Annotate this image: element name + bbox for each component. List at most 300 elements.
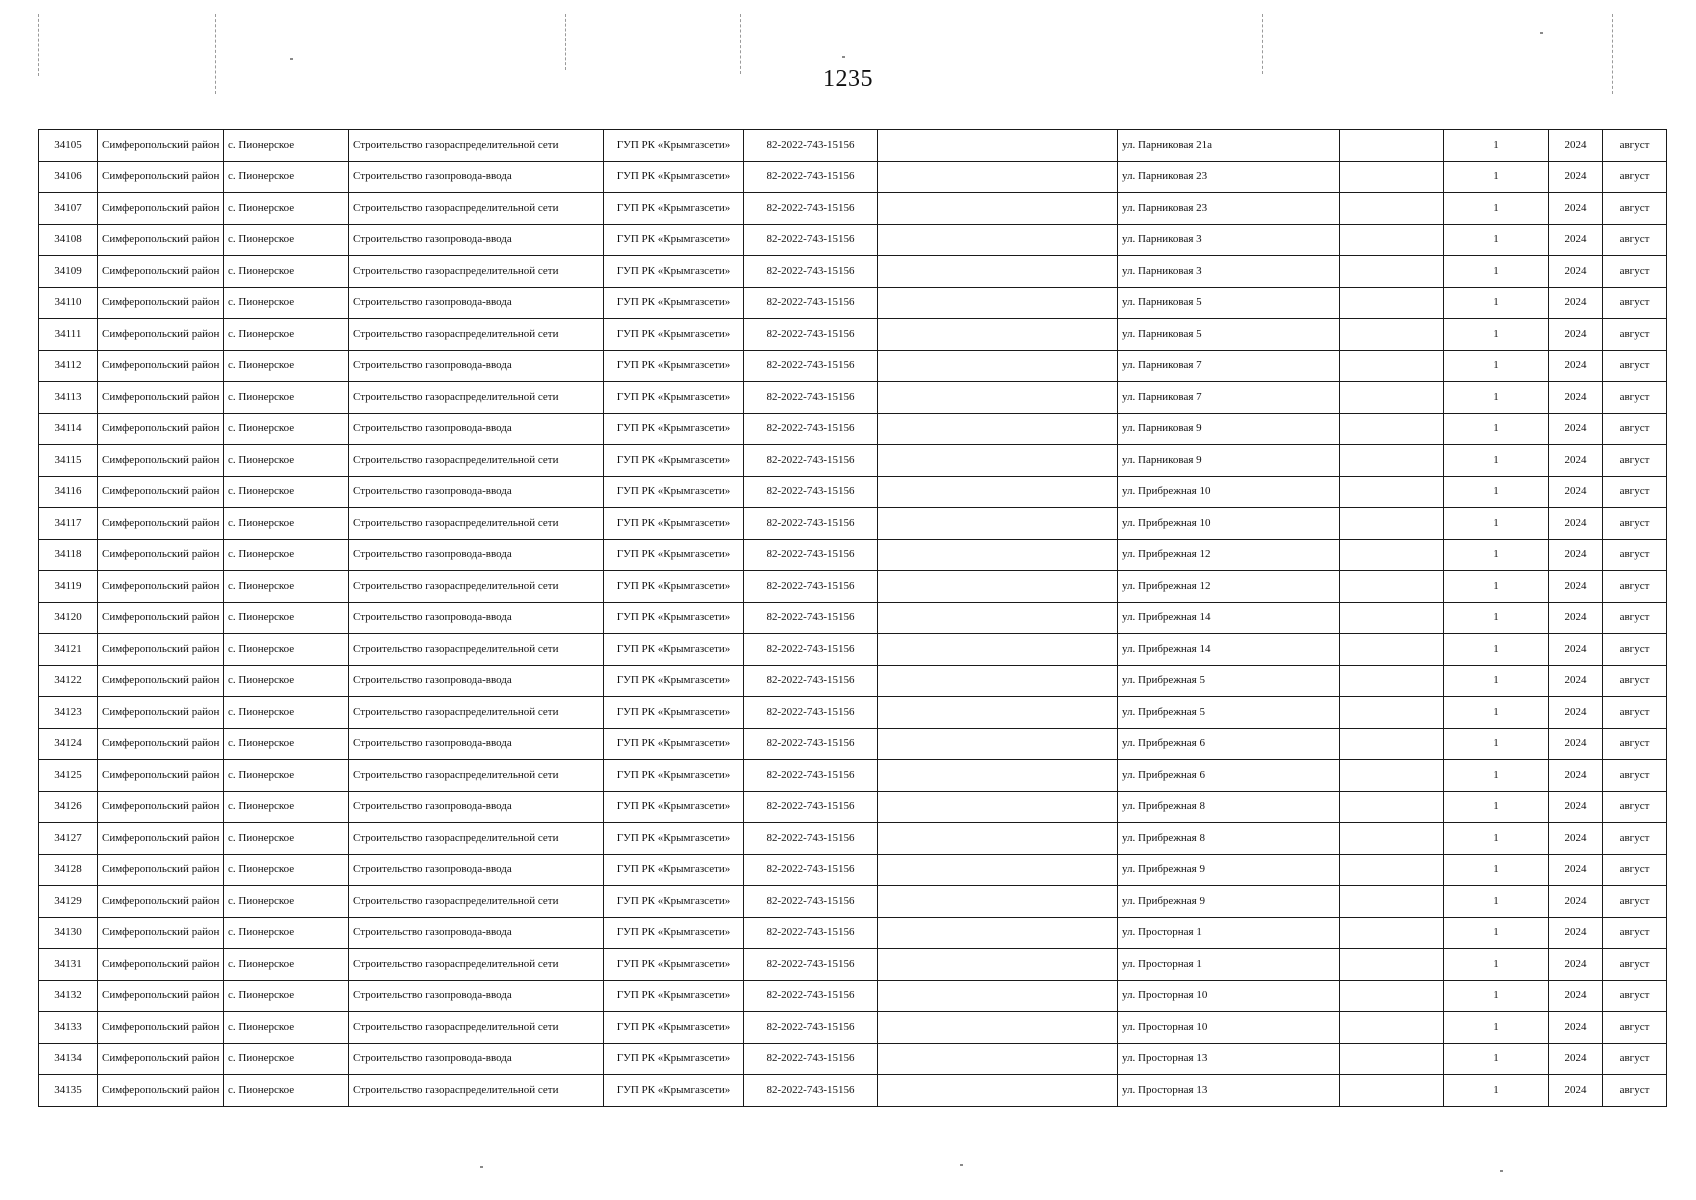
settlement-cell: с. Пионерское (224, 760, 349, 792)
work-type-cell: Строительство газопровода-ввода (349, 665, 604, 697)
project-code-cell: 82-2022-743-15156 (744, 760, 878, 792)
project-code-cell: 82-2022-743-15156 (744, 665, 878, 697)
table-row (39, 917, 1667, 949)
record-number-cell: 34120 (39, 602, 98, 634)
address-cell: ул. Просторная 13 (1118, 1075, 1340, 1107)
settlement-cell: с. Пионерское (224, 287, 349, 319)
record-number-cell: 34115 (39, 445, 98, 477)
work-type-cell: Строительство газопровода-ввода (349, 1043, 604, 1075)
record-number-cell: 34127 (39, 823, 98, 855)
extra-cell (1340, 728, 1444, 760)
note-cell (878, 980, 1118, 1012)
district-cell: Симферопольский район (98, 949, 224, 981)
settlement-cell: с. Пионерское (224, 823, 349, 855)
work-type-cell: Строительство газораспределительной сети (349, 571, 604, 603)
work-type-cell: Строительство газопровода-ввода (349, 791, 604, 823)
table-row (39, 823, 1667, 855)
table-row (39, 1043, 1667, 1075)
project-code-cell: 82-2022-743-15156 (744, 886, 878, 918)
work-type-cell: Строительство газораспределительной сети (349, 634, 604, 666)
work-type-cell: Строительство газопровода-ввода (349, 413, 604, 445)
organization-cell: ГУП РК «Крымгазсети» (604, 256, 744, 288)
year-cell: 2024 (1549, 193, 1603, 225)
year-cell: 2024 (1549, 728, 1603, 760)
settlement-cell: с. Пионерское (224, 571, 349, 603)
organization-cell: ГУП РК «Крымгазсети» (604, 1012, 744, 1044)
note-cell (878, 382, 1118, 414)
work-type-cell: Строительство газопровода-ввода (349, 980, 604, 1012)
district-cell: Симферопольский район (98, 319, 224, 351)
note-cell (878, 193, 1118, 225)
extra-cell (1340, 319, 1444, 351)
record-number-cell: 34106 (39, 161, 98, 193)
table-row (39, 665, 1667, 697)
month-cell: август (1603, 665, 1667, 697)
month-cell: август (1603, 697, 1667, 729)
table-row (39, 508, 1667, 540)
note-cell (878, 445, 1118, 477)
record-number-cell: 34128 (39, 854, 98, 886)
work-type-cell: Строительство газораспределительной сети (349, 256, 604, 288)
district-cell: Симферопольский район (98, 791, 224, 823)
settlement-cell: с. Пионерское (224, 854, 349, 886)
extra-cell (1340, 949, 1444, 981)
organization-cell: ГУП РК «Крымгазсети» (604, 287, 744, 319)
project-code-cell: 82-2022-743-15156 (744, 319, 878, 351)
year-cell: 2024 (1549, 571, 1603, 603)
extra-cell (1340, 1075, 1444, 1107)
address-cell: ул. Прибрежная 10 (1118, 476, 1340, 508)
address-cell: ул. Просторная 10 (1118, 980, 1340, 1012)
organization-cell: ГУП РК «Крымгазсети» (604, 665, 744, 697)
scan-artifact (1540, 32, 1543, 34)
district-cell: Симферопольский район (98, 161, 224, 193)
table-row (39, 886, 1667, 918)
settlement-cell: с. Пионерское (224, 949, 349, 981)
note-cell (878, 539, 1118, 571)
quantity-cell: 1 (1444, 508, 1549, 540)
page-number: 1235 (823, 66, 873, 92)
register-table-body (39, 130, 1667, 1107)
month-cell: август (1603, 791, 1667, 823)
organization-cell: ГУП РК «Крымгазсети» (604, 886, 744, 918)
month-cell: август (1603, 476, 1667, 508)
work-type-cell: Строительство газопровода-ввода (349, 287, 604, 319)
year-cell: 2024 (1549, 854, 1603, 886)
project-code-cell: 82-2022-743-15156 (744, 697, 878, 729)
project-code-cell: 82-2022-743-15156 (744, 224, 878, 256)
work-type-cell: Строительство газопровода-ввода (349, 224, 604, 256)
note-cell (878, 571, 1118, 603)
scan-artifact (565, 14, 566, 70)
extra-cell (1340, 445, 1444, 477)
organization-cell: ГУП РК «Крымгазсети» (604, 161, 744, 193)
note-cell (878, 1075, 1118, 1107)
month-cell: август (1603, 319, 1667, 351)
quantity-cell: 1 (1444, 1043, 1549, 1075)
table-row (39, 130, 1667, 162)
year-cell: 2024 (1549, 382, 1603, 414)
address-cell: ул. Прибрежная 9 (1118, 886, 1340, 918)
organization-cell: ГУП РК «Крымгазсети» (604, 949, 744, 981)
project-code-cell: 82-2022-743-15156 (744, 917, 878, 949)
month-cell: август (1603, 917, 1667, 949)
year-cell: 2024 (1549, 634, 1603, 666)
extra-cell (1340, 886, 1444, 918)
work-type-cell: Строительство газопровода-ввода (349, 476, 604, 508)
note-cell (878, 728, 1118, 760)
quantity-cell: 1 (1444, 256, 1549, 288)
organization-cell: ГУП РК «Крымгазсети» (604, 634, 744, 666)
organization-cell: ГУП РК «Крымгазсети» (604, 1075, 744, 1107)
organization-cell: ГУП РК «Крымгазсети» (604, 130, 744, 162)
year-cell: 2024 (1549, 539, 1603, 571)
district-cell: Симферопольский район (98, 130, 224, 162)
month-cell: август (1603, 508, 1667, 540)
table-row (39, 287, 1667, 319)
record-number-cell: 34108 (39, 224, 98, 256)
district-cell: Симферопольский район (98, 760, 224, 792)
settlement-cell: с. Пионерское (224, 980, 349, 1012)
organization-cell: ГУП РК «Крымгазсети» (604, 476, 744, 508)
district-cell: Симферопольский район (98, 980, 224, 1012)
address-cell: ул. Прибрежная 5 (1118, 697, 1340, 729)
settlement-cell: с. Пионерское (224, 634, 349, 666)
month-cell: август (1603, 193, 1667, 225)
note-cell (878, 949, 1118, 981)
record-number-cell: 34121 (39, 634, 98, 666)
settlement-cell: с. Пионерское (224, 917, 349, 949)
scan-artifact (842, 56, 845, 58)
month-cell: август (1603, 445, 1667, 477)
quantity-cell: 1 (1444, 319, 1549, 351)
month-cell: август (1603, 287, 1667, 319)
month-cell: август (1603, 571, 1667, 603)
project-code-cell: 82-2022-743-15156 (744, 508, 878, 540)
month-cell: август (1603, 980, 1667, 1012)
district-cell: Симферопольский район (98, 697, 224, 729)
extra-cell (1340, 1043, 1444, 1075)
quantity-cell: 1 (1444, 602, 1549, 634)
quantity-cell: 1 (1444, 476, 1549, 508)
month-cell: август (1603, 602, 1667, 634)
record-number-cell: 34131 (39, 949, 98, 981)
record-number-cell: 34111 (39, 319, 98, 351)
organization-cell: ГУП РК «Крымгазсети» (604, 917, 744, 949)
extra-cell (1340, 917, 1444, 949)
project-code-cell: 82-2022-743-15156 (744, 728, 878, 760)
work-type-cell: Строительство газопровода-ввода (349, 917, 604, 949)
note-cell (878, 602, 1118, 634)
table-row (39, 949, 1667, 981)
settlement-cell: с. Пионерское (224, 256, 349, 288)
year-cell: 2024 (1549, 823, 1603, 855)
district-cell: Симферопольский район (98, 917, 224, 949)
record-number-cell: 34118 (39, 539, 98, 571)
address-cell: ул. Просторная 13 (1118, 1043, 1340, 1075)
extra-cell (1340, 854, 1444, 886)
district-cell: Симферопольский район (98, 1043, 224, 1075)
project-code-cell: 82-2022-743-15156 (744, 256, 878, 288)
record-number-cell: 34122 (39, 665, 98, 697)
work-type-cell: Строительство газораспределительной сети (349, 319, 604, 351)
quantity-cell: 1 (1444, 413, 1549, 445)
organization-cell: ГУП РК «Крымгазсети» (604, 823, 744, 855)
quantity-cell: 1 (1444, 1075, 1549, 1107)
record-number-cell: 34107 (39, 193, 98, 225)
settlement-cell: с. Пионерское (224, 224, 349, 256)
month-cell: август (1603, 256, 1667, 288)
project-code-cell: 82-2022-743-15156 (744, 476, 878, 508)
year-cell: 2024 (1549, 413, 1603, 445)
organization-cell: ГУП РК «Крымгазсети» (604, 319, 744, 351)
table-row (39, 980, 1667, 1012)
district-cell: Симферопольский район (98, 1075, 224, 1107)
scan-artifact (290, 58, 293, 60)
settlement-cell: с. Пионерское (224, 665, 349, 697)
table-row (39, 319, 1667, 351)
year-cell: 2024 (1549, 665, 1603, 697)
month-cell: август (1603, 1043, 1667, 1075)
settlement-cell: с. Пионерское (224, 728, 349, 760)
extra-cell (1340, 634, 1444, 666)
organization-cell: ГУП РК «Крымгазсети» (604, 697, 744, 729)
extra-cell (1340, 508, 1444, 540)
settlement-cell: с. Пионерское (224, 413, 349, 445)
year-cell: 2024 (1549, 791, 1603, 823)
month-cell: август (1603, 1012, 1667, 1044)
extra-cell (1340, 1012, 1444, 1044)
year-cell: 2024 (1549, 1075, 1603, 1107)
address-cell: ул. Парниковая 23 (1118, 193, 1340, 225)
record-number-cell: 34105 (39, 130, 98, 162)
address-cell: ул. Парниковая 21а (1118, 130, 1340, 162)
settlement-cell: с. Пионерское (224, 161, 349, 193)
work-type-cell: Строительство газораспределительной сети (349, 508, 604, 540)
note-cell (878, 508, 1118, 540)
scan-artifact (740, 14, 741, 74)
year-cell: 2024 (1549, 508, 1603, 540)
settlement-cell: с. Пионерское (224, 193, 349, 225)
district-cell: Симферопольский район (98, 602, 224, 634)
address-cell: ул. Просторная 1 (1118, 917, 1340, 949)
month-cell: август (1603, 886, 1667, 918)
organization-cell: ГУП РК «Крымгазсети» (604, 445, 744, 477)
record-number-cell: 34132 (39, 980, 98, 1012)
year-cell: 2024 (1549, 949, 1603, 981)
extra-cell (1340, 382, 1444, 414)
quantity-cell: 1 (1444, 161, 1549, 193)
note-cell (878, 697, 1118, 729)
record-number-cell: 34135 (39, 1075, 98, 1107)
settlement-cell: с. Пионерское (224, 1075, 349, 1107)
note-cell (878, 350, 1118, 382)
address-cell: ул. Просторная 1 (1118, 949, 1340, 981)
quantity-cell: 1 (1444, 917, 1549, 949)
quantity-cell: 1 (1444, 287, 1549, 319)
record-number-cell: 34126 (39, 791, 98, 823)
year-cell: 2024 (1549, 130, 1603, 162)
settlement-cell: с. Пионерское (224, 886, 349, 918)
district-cell: Симферопольский район (98, 571, 224, 603)
work-type-cell: Строительство газораспределительной сети (349, 823, 604, 855)
month-cell: август (1603, 350, 1667, 382)
note-cell (878, 287, 1118, 319)
settlement-cell: с. Пионерское (224, 476, 349, 508)
project-code-cell: 82-2022-743-15156 (744, 823, 878, 855)
project-code-cell: 82-2022-743-15156 (744, 413, 878, 445)
settlement-cell: с. Пионерское (224, 539, 349, 571)
district-cell: Симферопольский район (98, 476, 224, 508)
organization-cell: ГУП РК «Крымгазсети» (604, 193, 744, 225)
work-type-cell: Строительство газораспределительной сети (349, 949, 604, 981)
table-row (39, 539, 1667, 571)
quantity-cell: 1 (1444, 728, 1549, 760)
year-cell: 2024 (1549, 917, 1603, 949)
record-number-cell: 34110 (39, 287, 98, 319)
note-cell (878, 823, 1118, 855)
quantity-cell: 1 (1444, 382, 1549, 414)
note-cell (878, 917, 1118, 949)
work-type-cell: Строительство газораспределительной сети (349, 445, 604, 477)
year-cell: 2024 (1549, 760, 1603, 792)
district-cell: Симферопольский район (98, 665, 224, 697)
settlement-cell: с. Пионерское (224, 382, 349, 414)
scan-artifact (960, 1164, 963, 1166)
work-type-cell: Строительство газораспределительной сети (349, 760, 604, 792)
month-cell: август (1603, 224, 1667, 256)
scan-artifact (1262, 14, 1263, 74)
district-cell: Симферопольский район (98, 634, 224, 666)
project-code-cell: 82-2022-743-15156 (744, 854, 878, 886)
address-cell: ул. Прибрежная 12 (1118, 571, 1340, 603)
extra-cell (1340, 602, 1444, 634)
extra-cell (1340, 161, 1444, 193)
quantity-cell: 1 (1444, 949, 1549, 981)
quantity-cell: 1 (1444, 980, 1549, 1012)
address-cell: ул. Прибрежная 8 (1118, 823, 1340, 855)
district-cell: Симферопольский район (98, 1012, 224, 1044)
table-row (39, 1012, 1667, 1044)
work-type-cell: Строительство газораспределительной сети (349, 130, 604, 162)
address-cell: ул. Парниковая 23 (1118, 161, 1340, 193)
work-type-cell: Строительство газораспределительной сети (349, 1075, 604, 1107)
settlement-cell: с. Пионерское (224, 1012, 349, 1044)
address-cell: ул. Парниковая 7 (1118, 382, 1340, 414)
project-code-cell: 82-2022-743-15156 (744, 287, 878, 319)
extra-cell (1340, 791, 1444, 823)
settlement-cell: с. Пионерское (224, 602, 349, 634)
note-cell (878, 161, 1118, 193)
district-cell: Симферопольский район (98, 539, 224, 571)
month-cell: август (1603, 854, 1667, 886)
project-code-cell: 82-2022-743-15156 (744, 1043, 878, 1075)
record-number-cell: 34109 (39, 256, 98, 288)
year-cell: 2024 (1549, 161, 1603, 193)
work-type-cell: Строительство газораспределительной сети (349, 886, 604, 918)
note-cell (878, 886, 1118, 918)
work-type-cell: Строительство газопровода-ввода (349, 539, 604, 571)
month-cell: август (1603, 382, 1667, 414)
district-cell: Симферопольский район (98, 287, 224, 319)
project-code-cell: 82-2022-743-15156 (744, 980, 878, 1012)
work-type-cell: Строительство газопровода-ввода (349, 350, 604, 382)
month-cell: август (1603, 823, 1667, 855)
extra-cell (1340, 476, 1444, 508)
extra-cell (1340, 760, 1444, 792)
address-cell: ул. Парниковая 7 (1118, 350, 1340, 382)
record-number-cell: 34123 (39, 697, 98, 729)
organization-cell: ГУП РК «Крымгазсети» (604, 791, 744, 823)
extra-cell (1340, 823, 1444, 855)
work-type-cell: Строительство газопровода-ввода (349, 728, 604, 760)
extra-cell (1340, 665, 1444, 697)
extra-cell (1340, 224, 1444, 256)
work-type-cell: Строительство газораспределительной сети (349, 382, 604, 414)
record-number-cell: 34124 (39, 728, 98, 760)
quantity-cell: 1 (1444, 665, 1549, 697)
address-cell: ул. Прибрежная 8 (1118, 791, 1340, 823)
table-row (39, 791, 1667, 823)
year-cell: 2024 (1549, 287, 1603, 319)
record-number-cell: 34113 (39, 382, 98, 414)
settlement-cell: с. Пионерское (224, 791, 349, 823)
address-cell: ул. Прибрежная 10 (1118, 508, 1340, 540)
settlement-cell: с. Пионерское (224, 508, 349, 540)
quantity-cell: 1 (1444, 130, 1549, 162)
district-cell: Симферопольский район (98, 256, 224, 288)
month-cell: август (1603, 1075, 1667, 1107)
project-code-cell: 82-2022-743-15156 (744, 539, 878, 571)
quantity-cell: 1 (1444, 571, 1549, 603)
record-number-cell: 34114 (39, 413, 98, 445)
organization-cell: ГУП РК «Крымгазсети» (604, 760, 744, 792)
year-cell: 2024 (1549, 224, 1603, 256)
settlement-cell: с. Пионерское (224, 319, 349, 351)
project-code-cell: 82-2022-743-15156 (744, 1075, 878, 1107)
project-code-cell: 82-2022-743-15156 (744, 949, 878, 981)
district-cell: Симферопольский район (98, 728, 224, 760)
extra-cell (1340, 256, 1444, 288)
table-row (39, 697, 1667, 729)
organization-cell: ГУП РК «Крымгазсети» (604, 1043, 744, 1075)
project-code-cell: 82-2022-743-15156 (744, 791, 878, 823)
address-cell: ул. Прибрежная 14 (1118, 602, 1340, 634)
project-code-cell: 82-2022-743-15156 (744, 634, 878, 666)
extra-cell (1340, 193, 1444, 225)
organization-cell: ГУП РК «Крымгазсети» (604, 980, 744, 1012)
table-row (39, 760, 1667, 792)
note-cell (878, 634, 1118, 666)
register-table (38, 129, 1667, 1107)
quantity-cell: 1 (1444, 791, 1549, 823)
table-row (39, 728, 1667, 760)
record-number-cell: 34133 (39, 1012, 98, 1044)
organization-cell: ГУП РК «Крымгазсети» (604, 539, 744, 571)
district-cell: Симферопольский район (98, 413, 224, 445)
month-cell: август (1603, 413, 1667, 445)
organization-cell: ГУП РК «Крымгазсети» (604, 602, 744, 634)
scan-artifact (480, 1166, 483, 1168)
note-cell (878, 256, 1118, 288)
note-cell (878, 791, 1118, 823)
record-number-cell: 34112 (39, 350, 98, 382)
year-cell: 2024 (1549, 445, 1603, 477)
record-number-cell: 34125 (39, 760, 98, 792)
organization-cell: ГУП РК «Крымгазсети» (604, 508, 744, 540)
month-cell: август (1603, 539, 1667, 571)
table-row (39, 256, 1667, 288)
